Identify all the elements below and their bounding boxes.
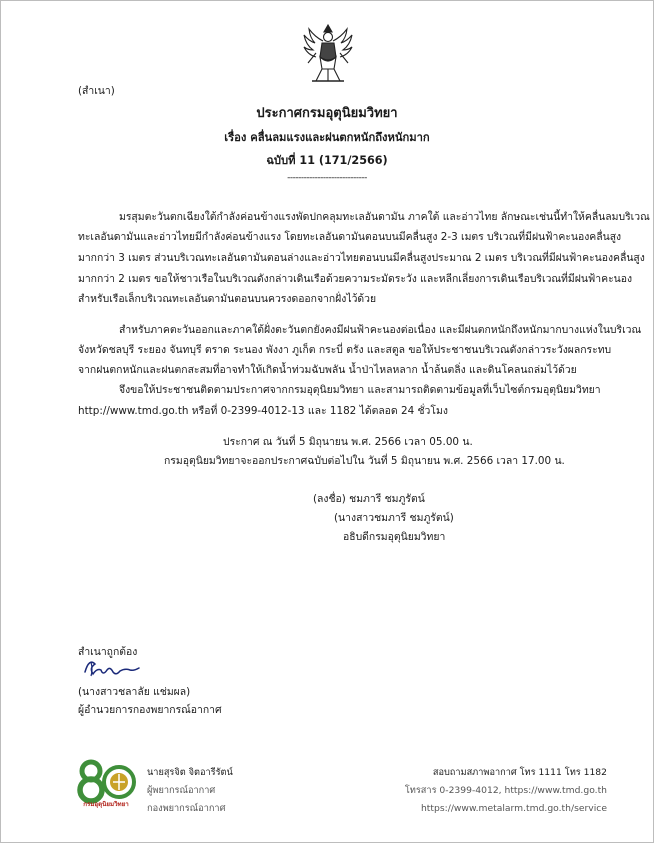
issue-number: ฉบับที่ 11 (171/2566) — [266, 154, 388, 167]
announcement-date: ประกาศ ณ วันที่ 5 มิถุนายน พ.ศ. 2566 เวลา 05.00 น. — [223, 436, 473, 448]
certified-label: สำเนาถูกต้อง — [78, 646, 138, 658]
copy-mark: (สำเนา) — [78, 85, 115, 97]
paragraph-3-line: http://www.tmd.go.th หรือที่ 0-2399-4012-13 และ 1182 ได้ตลอด 24 ชั่วโมง — [78, 405, 448, 417]
paragraph-2-line: จากฝนตกหนักและฝนตกสะสมที่อาจทำให้เกิดน้ำท่วมฉับพลัน น้ำป่าไหลหลาก น้ำล้นตลิ่ง และดินโคลนถล่มไว้ด้วย — [78, 364, 577, 376]
handwritten-signature-icon — [81, 656, 143, 680]
paragraph-1-line: ทะเลอันดามันและอ่าวไทยมีกำลังค่อนข้างแรง โดยทะเลอันดามันตอนบนมีคลื่นสูง 2-3 เมตร บริเวณที่มีฝนฟ้าคะนองคลื่นสูง — [78, 231, 622, 243]
tmd-80-years-logo-icon — [75, 759, 137, 805]
next-issue-notice: กรมอุตุนิยมวิทยาจะออกประกาศฉบับต่อไปใน วันที่ 5 มิถุนายน พ.ศ. 2566 เวลา 17.00 น. — [164, 455, 565, 467]
garuda-emblem-icon — [298, 23, 358, 85]
paragraph-1-line: มากกว่า 2 เมตร ขอให้ชาวเรือในบริเวณดังกล่าวเดินเรือด้วยความระมัดระวัง และหลีกเลี่ยงการเดินเรือบริเวณที่มีฝนฟ้าคะนอง — [78, 273, 633, 285]
contact-web-link[interactable]: https://www.metalarm.tmd.go.th/service — [420, 803, 607, 814]
paragraph-1-line: มรสุมตะวันตกเฉียงใต้กำลังค่อนข้างแรงพัดปกคลุมทะเลอันดามัน ภาคใต้ และอ่าวไทย ลักษณะเช่นนี้ทำให้คลื่นลมบริเวณ — [119, 211, 650, 223]
forecaster-role: ผู้พยากรณ์อากาศ — [147, 785, 216, 796]
certifier-name: (นางสาวชลาลัย แช่มผล) — [78, 686, 191, 698]
signer-full-name: (นางสาวชมภารี ชมภูรัตน์) — [334, 512, 454, 524]
paragraph-2-line: จังหวัดชลบุรี ระยอง จันทบุรี ตราด ระนอง พังงา ภูเก็ต กระบี่ ตรัง และสตูล ขอให้ประชาชนบริเวณดังกล่าวระวังผลกระทบ — [78, 344, 612, 356]
signed-line: (ลงชื่อ) ชมภารี ชมภูรัตน์ — [313, 493, 425, 505]
paragraph-1-line: มากกว่า 3 เมตร ส่วนบริเวณทะเลอันดามันตอนล่างและอ่าวไทยตอนบนมีคลื่นสูงประมาณ 2 เมตร บริเวณที่มีฝนฟ้าคะนองคลื่นสูง — [78, 252, 645, 264]
tmd-logo — [75, 759, 137, 817]
document-title: ประกาศกรมอุตุนิยมวิทยา — [256, 106, 398, 121]
certifier-position: ผู้อำนวยการกองพยากรณ์อากาศ — [78, 704, 222, 716]
logo-caption: กรมอุตุนิยมวิทยา — [83, 801, 129, 808]
forecaster-department: กองพยากรณ์อากาศ — [147, 803, 226, 814]
signer-position: อธิบดีกรมอุตุนิยมวิทยา — [343, 531, 446, 543]
paragraph-3-line: จึงขอให้ประชาชนติดตามประกาศจากกรมอุตุนิยมวิทยา และสามารถติดตามข้อมูลที่เว็บไซต์กรมอุตุนิยมวิทยา — [119, 384, 601, 396]
contact-fax[interactable]: โทรสาร 0-2399-4012, https://www.tmd.go.th — [404, 785, 607, 796]
document-subject: เรื่อง คลื่นลมแรงและฝนตกหนักถึงหนักมาก — [224, 131, 430, 144]
contact-inquiry: สอบถามสภาพอากาศ โทร 1111 โทร 1182 — [432, 767, 607, 778]
paragraph-1-line: สำหรับเรือเล็กบริเวณทะเลอันดามันตอนบนควรงดออกจากฝั่งไว้ด้วย — [78, 293, 377, 305]
title-rule: ----------------------------- — [287, 173, 367, 183]
paragraph-2-line: สำหรับภาคตะวันออกและภาคใต้ฝั่งตะวันตกยังคงมีฝนฟ้าคะนองต่อเนื่อง และมีฝนตกหนักถึงหนักมากบางแห่งในบริเวณ — [119, 324, 642, 336]
forecaster-name: นายสุรจิต จิตอารีรัตน์ — [147, 767, 233, 778]
